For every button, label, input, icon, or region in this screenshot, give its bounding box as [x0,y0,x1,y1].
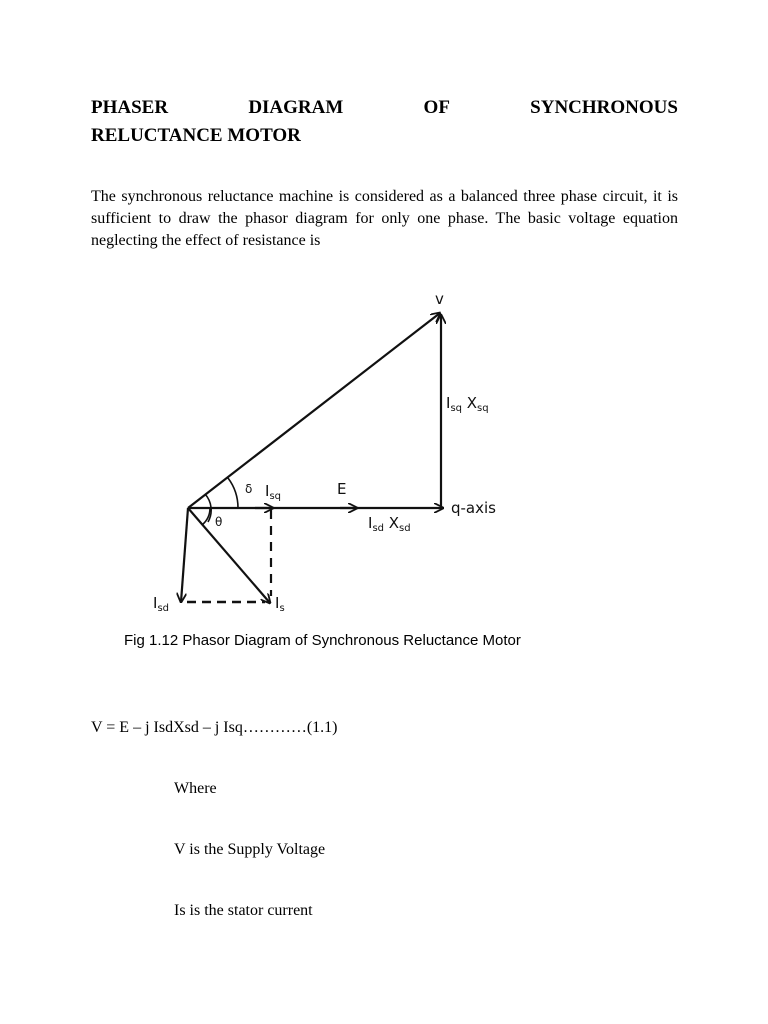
voltage-equation: V = E – j IsdXsd – j Isq…………(1.1) [91,719,338,736]
phasor-diagram-svg [125,290,515,620]
label-is: $I_s$ [275,594,285,614]
title-line-1 [91,94,678,122]
theta-arc [202,508,210,525]
delta-arc [228,478,238,508]
label-q-axis: q-axis [451,499,496,517]
definition-is: Is is the stator current [174,902,313,919]
label-isq: $I_{sq}$ [265,482,281,502]
label-v: v [435,290,444,308]
where-label: Where [174,780,217,797]
title-word: PHASER [91,97,169,118]
definition-v: V is the Supply Voltage [174,841,326,858]
label-isq-xsq: $I_{sq}$ $X_{sq}$ [446,394,489,414]
title-word: DIAGRAM [248,97,344,118]
document-title [91,94,678,150]
label-isd-xsd: $I_{sd}$ $X_{sd}$ [368,514,411,534]
title-word: OF [423,97,450,118]
label-isd: $I_{sd}$ [153,594,169,614]
is-phasor-line [188,508,270,603]
figure-caption: Fig 1.12 Phasor Diagram of Synchronous Reluctance Motor [124,632,521,649]
intro-paragraph: The synchronous reluctance machine is considered as a balanced three phase circuit, it is sufficient to draw the phasor diagram for only one phase. The basic voltage equation neglecting the effect of resistance is [91,188,678,249]
isd-phasor-line [181,508,188,602]
label-theta: θ [215,515,223,529]
phasor-diagram [125,290,515,620]
title-line-2: RELUCTANCE MOTOR [91,125,301,146]
label-e: E [337,480,347,498]
title-word: SYNCHRONOUS [530,97,678,118]
label-delta: δ [245,482,253,496]
v-phasor-line [188,313,440,508]
